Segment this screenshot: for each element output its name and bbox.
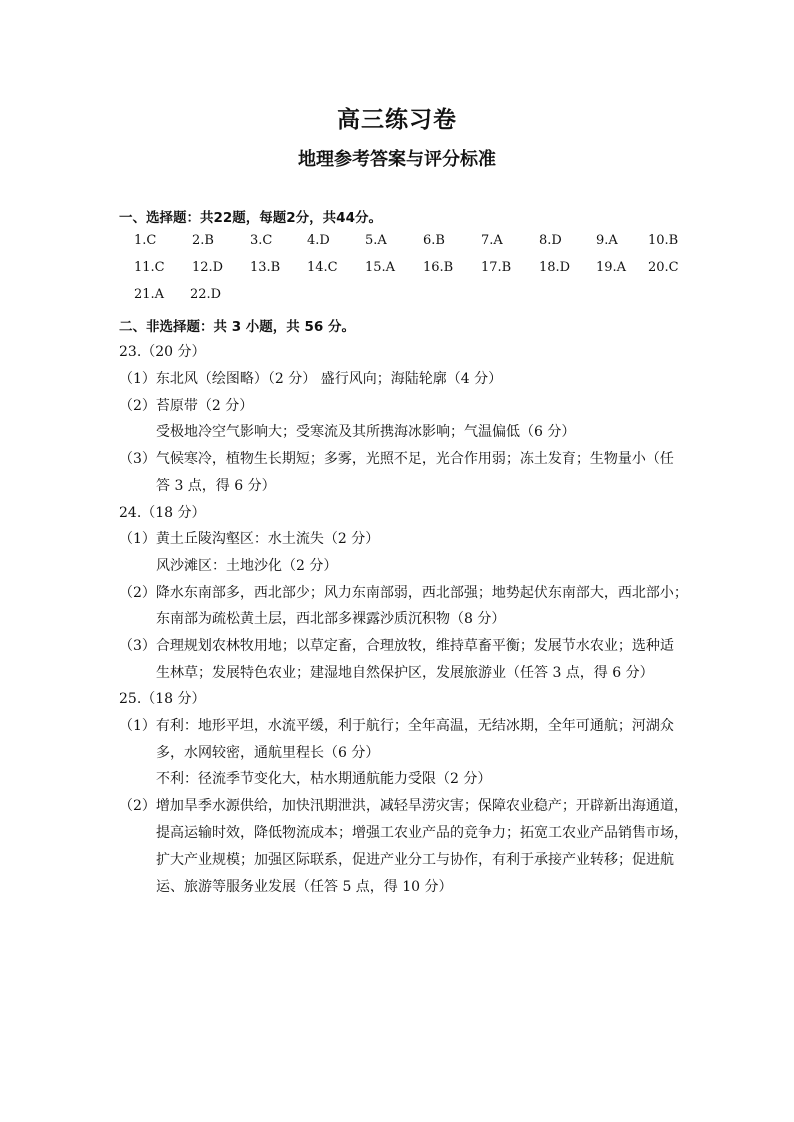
answer-line: 扩大产业规模；加强区际联系，促进产业分工与协作，有利于承接产业转移；促进航 (156, 852, 674, 868)
answer-line: 东南部为疏松黄土层，西北部多裸露沙质沉积物（8 分） (156, 611, 506, 627)
choice-answer: 20.C (648, 260, 679, 275)
answer-line: 23.（20 分） (119, 344, 206, 360)
choice-answer: 9.A (596, 233, 618, 248)
answer-line: 多，水网较密，通航里程长（6 分） (156, 745, 380, 761)
answer-line: （1）黄土丘陵沟壑区：水土流失（2 分） (119, 531, 380, 547)
choice-answer: 22.D (190, 287, 222, 302)
page-title: 高三练习卷 (337, 106, 457, 133)
page-subtitle: 地理参考答案与评分标准 (298, 149, 496, 170)
answer-line: 生林草；发展特色农业；建湿地自然保护区，发展旅游业（任答 3 点，得 6 分） (156, 665, 654, 681)
choice-answer: 8.D (539, 233, 562, 248)
choice-answer: 5.A (365, 233, 387, 248)
choice-answer: 14.C (307, 260, 338, 275)
choice-answer: 6.B (423, 233, 445, 248)
choice-answer: 2.B (192, 233, 214, 248)
choice-answer: 13.B (250, 260, 281, 275)
answer-line: （1）东北风（绘图略）（2 分） 盛行风向；海陆轮廓（4 分） (119, 371, 503, 387)
answer-line: （2）降水东南部多，西北部少；风力东南部弱，西北部强；地势起伏东南部大，西北部小； (119, 585, 688, 601)
answer-line: 不利：径流季节变化大，枯水期通航能力受限（2 分） (156, 771, 492, 787)
answer-line: （1）有利：地形平坦，水流平缓，利于航行；全年高温，无结冰期，全年可通航；河湖众 (119, 718, 674, 734)
answer-line: 24.（18 分） (119, 505, 206, 521)
choice-answer: 16.B (423, 260, 454, 275)
answer-line: （3）气候寒冷，植物生长期短；多雾，光照不足，光合作用弱；冻土发育；生物量小（任 (119, 451, 674, 467)
choice-answer: 18.D (539, 260, 571, 275)
choice-answer: 3.C (250, 233, 273, 248)
answer-line: 答 3 点，得 6 分） (156, 478, 276, 494)
answer-line: 提高运输时效，降低物流成本；增强工农业产品的竞争力；拓宽工农业产品销售市场， (156, 825, 688, 841)
choice-answer: 21.A (134, 287, 165, 302)
answer-line: （2）增加旱季水源供给，加快汛期泄洪，减轻旱涝灾害；保障农业稳产；开辟新出海通道， (119, 798, 688, 814)
choice-answer: 15.A (365, 260, 396, 275)
answer-line: 受极地冷空气影响大；受寒流及其所携海冰影响；气温偏低（6 分） (156, 424, 576, 440)
answer-line: 25.（18 分） (119, 691, 206, 707)
choice-answer: 19.A (596, 260, 627, 275)
section-heading-open: 二、非选择题：共 3 小题，共 56 分。 (119, 319, 355, 335)
choice-answer: 10.B (648, 233, 679, 248)
choice-answer: 12.D (192, 260, 224, 275)
answer-line: 风沙滩区：土地沙化（2 分） (156, 558, 338, 574)
answer-line: （2）苔原带（2 分） (119, 398, 254, 414)
choice-answer: 1.C (134, 233, 157, 248)
choice-answer: 17.B (481, 260, 512, 275)
choice-answer: 7.A (481, 233, 503, 248)
answer-line: （3）合理规划农林牧用地；以草定畜，合理放牧，维持草畜平衡；发展节水农业；选种适 (119, 638, 674, 654)
answer-line: 运、旅游等服务业发展（任答 5 点，得 10 分） (156, 879, 453, 895)
choice-answer: 11.C (134, 260, 165, 275)
section-heading-choice: 一、选择题：共22题，每题2分，共44分。 (119, 210, 382, 226)
choice-answer: 4.D (307, 233, 330, 248)
